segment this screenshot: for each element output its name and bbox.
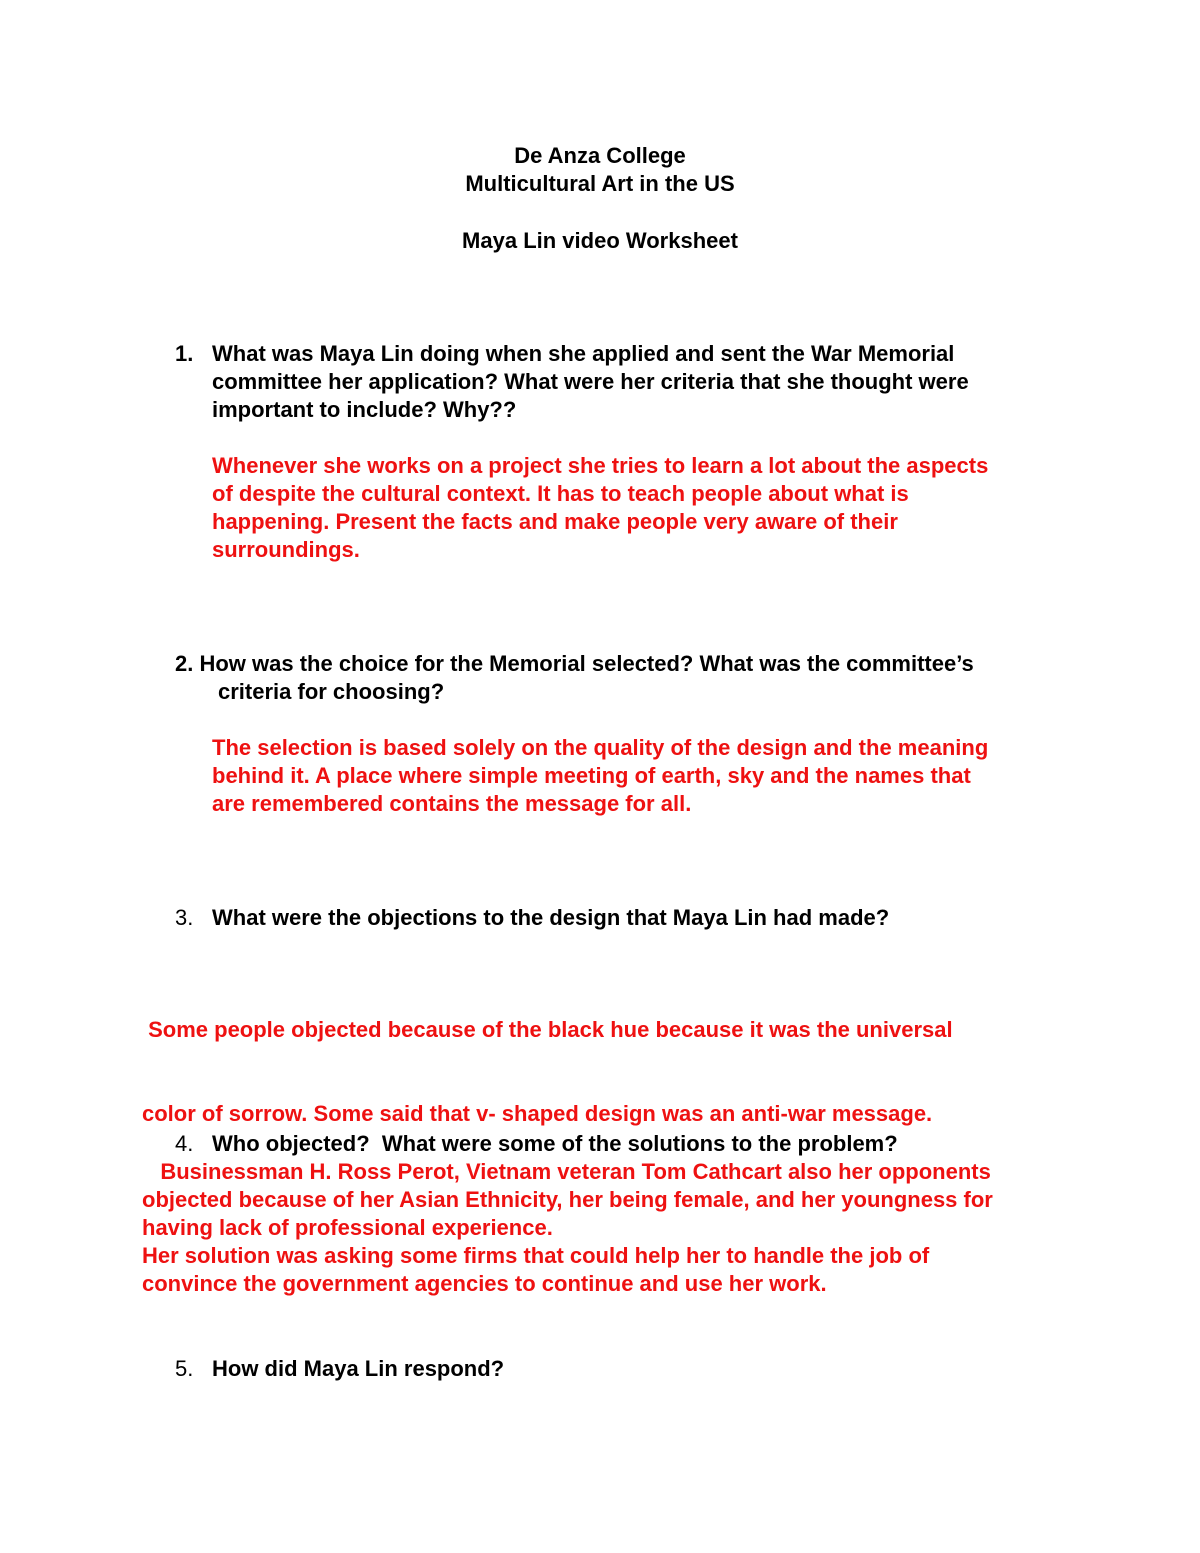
- worksheet-title: Maya Lin video Worksheet: [462, 228, 738, 253]
- answer-2-line: behind it. A place where simple meeting of earth, sky and the names that: [212, 763, 971, 788]
- answer-2-line: The selection is based solely on the quality of the design and the meaning: [212, 735, 989, 760]
- answer-4-line: Her solution was asking some firms that could help her to handle the job of: [142, 1243, 930, 1268]
- question-5-text: How did Maya Lin respond?: [212, 1356, 505, 1381]
- answer-1-line: surroundings.: [212, 537, 360, 562]
- question-5-number: 5.: [175, 1356, 194, 1381]
- answer-1-line: of despite the cultural context. It has to teach people about what is: [212, 481, 909, 506]
- answer-3: [142, 960, 953, 1156]
- course-name: Multicultural Art in the US: [465, 171, 735, 196]
- answer-1: [212, 452, 988, 564]
- question-4-text: Who objected? What were some of the solutions to the problem?: [212, 1131, 898, 1156]
- answer-4-line: convince the government agencies to continue and use her work.: [142, 1271, 827, 1296]
- question-1-line: committee her application? What were her criteria that she thought were: [212, 369, 969, 394]
- answer-4-line: having lack of professional experience.: [142, 1215, 553, 1240]
- answer-1-line: Whenever she works on a project she tries to learn a lot about the aspects: [212, 453, 989, 478]
- answer-4: [142, 1158, 993, 1298]
- question-2-line: 2. How was the choice for the Memorial selected? What was the committee’s: [175, 651, 974, 676]
- question-3-number: 3.: [175, 905, 194, 930]
- college-name: De Anza College: [514, 143, 686, 168]
- answer-3-line: Some people objected because of the black hue because it was the universal: [142, 1017, 953, 1042]
- answer-2: [212, 734, 988, 818]
- answer-4-line: Businessman H. Ross Perot, Vietnam veteran Tom Cathcart also her opponents: [142, 1159, 991, 1184]
- answer-1-line: happening. Present the facts and make people very aware of their: [212, 509, 898, 534]
- answer-2-line: are remembered contains the message for all.: [212, 791, 692, 816]
- question-1-text: [212, 340, 969, 424]
- answer-4-line: objected because of her Asian Ethnicity, her being female, and her youngness for: [142, 1187, 993, 1212]
- question-1-number: 1.: [175, 341, 194, 366]
- question-1-line: important to include? Why??: [212, 397, 517, 422]
- answer-3-line: color of sorrow. Some said that v- shaped design was an anti-war message.: [142, 1101, 933, 1126]
- question-2-line: criteria for choosing?: [218, 679, 445, 704]
- question-4-number: 4.: [175, 1131, 194, 1156]
- question-3-text: What were the objections to the design that Maya Lin had made?: [212, 905, 890, 930]
- question-1-line: What was Maya Lin doing when she applied and sent the War Memorial: [212, 341, 955, 366]
